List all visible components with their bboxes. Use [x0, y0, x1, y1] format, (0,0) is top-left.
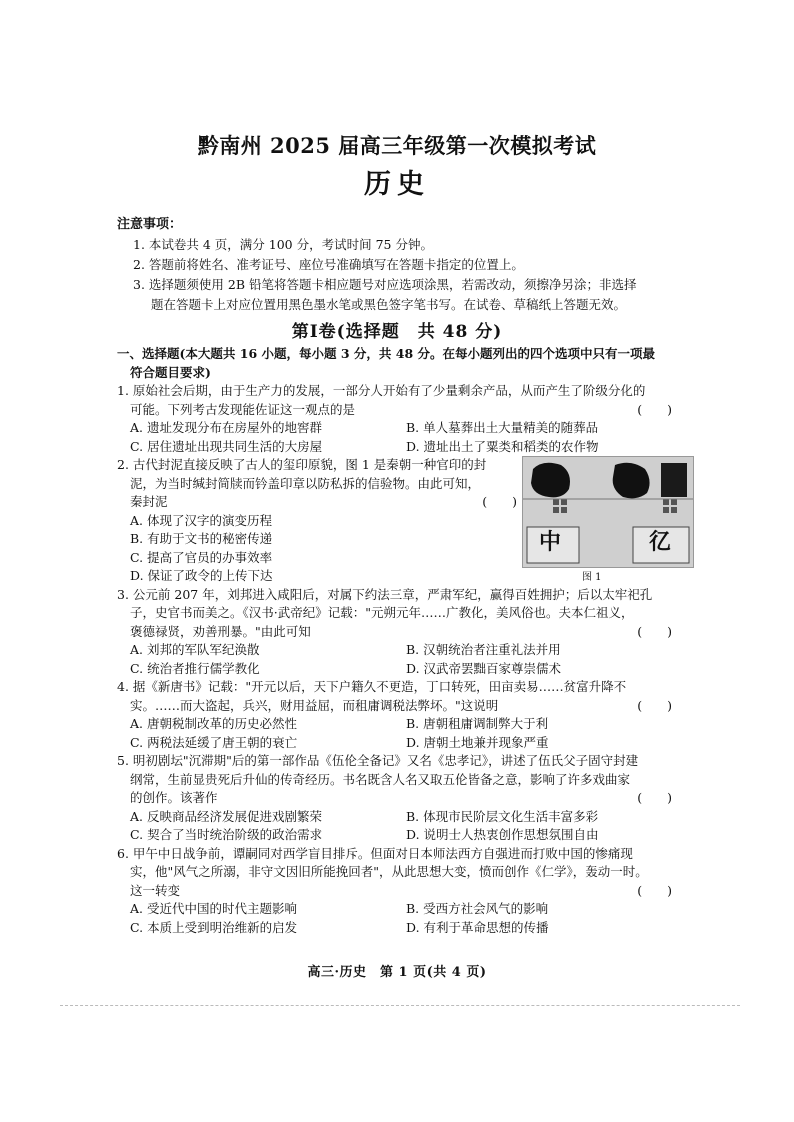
q1-options-cd: [117, 438, 692, 457]
page-footer: 高三·历史 第 1 页(共 4 页): [307, 965, 487, 980]
scan-artifact-line: [60, 1005, 740, 1007]
answer-paren: ( ): [482, 494, 517, 509]
q5-stem-1: 5. 明初剧坛"沉滞期"后的第一部作品《伍伦全备记》又名《忠孝记》，讲述了伍氏父子固守封建: [117, 753, 639, 768]
q1-option-a: A. 遗址发现分布在房屋外的地窖群: [130, 420, 322, 435]
q6-option-a: A. 受近代中国的时代主题影响: [130, 901, 297, 916]
q5-option-d: D. 说明士人热衷创作思想氛围自由: [406, 827, 599, 842]
q4-options-cd: [117, 734, 692, 753]
seal-char-left: 中: [539, 529, 562, 555]
subject-title: 历史: [364, 169, 430, 200]
q3-option-c: C. 统治者推行儒学教化: [130, 660, 260, 676]
q5-stem-3: 的创作。该著作 ( ): [117, 789, 692, 808]
part1-instruction-cont: 符合题目要求): [130, 364, 211, 380]
notes-item-2: 2. 答题前将姓名、准考证号、座位号准确填写在答题卡指定的位置上。: [133, 257, 524, 272]
seal-clay-figure: [522, 456, 694, 568]
q1-option-d: D. 遗址出土了粟类和稻类的农作物: [406, 438, 599, 454]
q3-stem-1: 3. 公元前 207 年，刘邦进入咸阳后，对属下约法三章，严肃军纪，赢得百姓拥护；后以太牢祀孔: [117, 586, 653, 602]
q2-stem-2: 泥，为当时缄封简牍而钤盖印章以防私拆的信验物。由此可知，: [130, 475, 481, 491]
q3-options-cd: [117, 660, 692, 679]
q3-option-a: A. 刘邦的军队军纪涣散: [130, 642, 260, 657]
q3-option-b: B. 汉朝统治者注重礼法并用: [406, 642, 561, 657]
notes-item-1: 1. 本试卷共 4 页，满分 100 分，考试时间 75 分钟。: [133, 237, 433, 252]
q2-option-b: B. 有助于文书的秘密传递: [130, 531, 273, 546]
q5-stem-2: 纲常，生前显贵死后升仙的传奇经历。书名既含人名又取五伦皆备之意，影响了许多戏曲家: [130, 771, 631, 787]
notes-item-3: 3. 选择题须使用 2B 铅笔将答题卡相应题号对应选项涂黑，若需改动，须擦净另涂；非选择: [133, 277, 637, 292]
q3-option-d: D. 汉武帝罢黜百家尊崇儒术: [406, 660, 562, 676]
q5-options-ab: [117, 808, 692, 827]
q2-block: [117, 456, 692, 586]
notes-block: [117, 215, 697, 315]
q4-option-a: A. 唐朝税制改革的历史必然性: [130, 716, 297, 731]
q6-option-c: C. 本质上受到明治维新的启发: [130, 919, 298, 935]
q1-option-b: B. 单人墓葬出土大量精美的随葬品: [406, 420, 599, 435]
q3-stem-2: 子，史官书而美之。《汉书·武帝纪》记载："元朔元年……广教化，美风俗也。夫本仁祖义，: [130, 605, 634, 620]
q2-option-c: C. 提高了官员的办事效率: [130, 549, 273, 565]
q5-options-cd: [117, 826, 692, 845]
q6-stem-1: 6. 甲午中日战争前，谭嗣同对西学盲目排斥。但面对日本师法西方自强进而打败中国的惨痛现: [117, 845, 633, 861]
answer-paren: ( ): [637, 623, 672, 639]
answer-paren: ( ): [637, 697, 672, 713]
q1-stem-1: 1. 原始社会后期，由于生产力的发展，一部分人开始有了少量剩余产品，从而产生了阶级分化的: [117, 383, 646, 398]
q2-option-a: A. 体现了汉字的演变历程: [130, 512, 272, 528]
q4-stem-2: 实。……而大盗起，兵兴，财用益屈，而租庸调税法弊坏。"这说明 ( ): [117, 697, 692, 716]
q1-stem-2: 可能。下列考古发现能佐证这一观点的是 ( ): [117, 401, 692, 420]
exam-title: 黔南州 2025 届高三年级第一次模拟考试: [197, 133, 597, 158]
q4-options-ab: [117, 715, 692, 734]
q5-option-c: C. 契合了当时统治阶级的政治需求: [130, 827, 323, 842]
q4-option-d: D. 唐朝土地兼并现象严重: [406, 734, 549, 750]
q3-stem-3: 褒德禄贤，劝善刑暴。"由此可知 ( ): [117, 623, 692, 642]
answer-paren: ( ): [637, 882, 672, 898]
answer-paren: ( ): [637, 401, 672, 417]
q3-options-ab: [117, 641, 692, 660]
q5-option-a: A. 反映商品经济发展促进戏剧繁荣: [130, 808, 322, 824]
q6-option-b: B. 受西方社会风气的影响: [406, 901, 549, 916]
figure-caption: 图 1: [582, 572, 602, 583]
q4-stem-1: 4. 据《新唐书》记载："开元以后，天下户籍久不更造，丁口转死，田亩卖易……贫富升降不: [117, 679, 627, 694]
q1-options-ab: [117, 419, 692, 438]
q6-options-cd: [117, 919, 692, 938]
notes-item-3-cont: 题在答题卡上对应位置用黑色墨水笔或黑色签字笔书写。在试卷、草稿纸上答题无效。: [151, 297, 627, 312]
section-heading: 第Ⅰ卷(选择题 共 48 分): [291, 322, 503, 342]
q4-option-b: B. 唐朝租庸调制弊大于利: [406, 716, 549, 731]
q5-option-b: B. 体现市民阶层文化生活丰富多彩: [406, 808, 599, 824]
notes-heading: 注意事项：: [117, 217, 183, 232]
q2-option-d: D. 保证了政令的上传下达: [130, 568, 273, 583]
q6-stem-3: 这一转变 ( ): [117, 882, 692, 901]
part1-instruction: 一、选择题(本大题共 16 小题，每小题 3 分，共 48 分。在每小题列出的四个选项中只有一项最: [117, 346, 656, 361]
q6-stem-2: 实，他"风气之所溺，非守文因旧所能挽回者"，从此思想大变，愤而创作《仁学》，轰动一时。: [130, 864, 648, 879]
q1-option-c: C. 居住遗址出现共同生活的大房屋: [130, 438, 323, 454]
q6-option-d: D. 有利于革命思想的传播: [406, 919, 549, 935]
q2-stem-1: 2. 古代封泥直接反映了古人的玺印原貌，图 1 是秦朝一种官印的封: [117, 457, 487, 472]
q6-options-ab: [117, 900, 692, 919]
questions-area: [117, 345, 692, 937]
seal-char-right: 𢒼: [649, 529, 672, 555]
q2-stem-3: 秦封泥 ( ): [117, 493, 517, 512]
answer-paren: ( ): [637, 790, 672, 805]
q4-option-c: C. 两税法延缓了唐王朝的衰亡: [130, 734, 298, 750]
